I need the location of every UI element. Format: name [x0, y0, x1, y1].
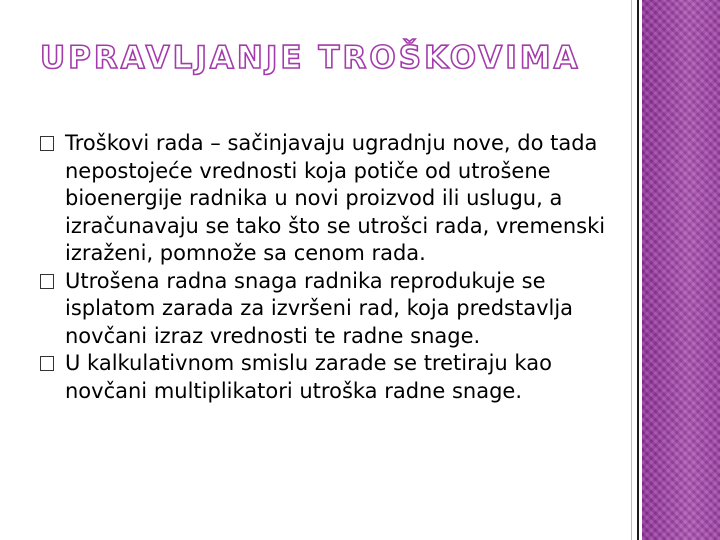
- decorative-band: [642, 0, 720, 540]
- divider-line: [637, 0, 639, 540]
- slide-title: UPRAVLJANJE TROŠKOVIMA: [40, 40, 581, 76]
- square-bullet-icon: [40, 274, 54, 289]
- list-item: [40, 130, 620, 268]
- paragraph-text: Utrošena radna snaga radnika reprodukuje se isplatom zarada za izvršeni rad, koja predstavlja novčani izraz vrednosti te radne snage.: [65, 268, 574, 348]
- square-bullet-icon: [40, 356, 54, 371]
- divider-line: [631, 0, 632, 540]
- list-item: [40, 350, 620, 405]
- term-label: Troškovi rada: [65, 131, 204, 155]
- square-bullet-icon: [40, 136, 54, 151]
- bullet-list: [40, 130, 620, 405]
- paragraph-text: U kalkulativnom smislu zarade se tretiraju kao novčani multiplikatori utroška radne snage.: [65, 351, 552, 403]
- list-item: [40, 268, 620, 351]
- paragraph-text: – sačinjavaju ugradnju nove, do tada nepostojeće vrednosti koja potiče od utrošene bioenergije radnika u novi proizvod ili uslugu, a izračunavaju se tako što se utrošci rada, vremenski izraženi, pomnože sa cenom rada.: [65, 131, 606, 265]
